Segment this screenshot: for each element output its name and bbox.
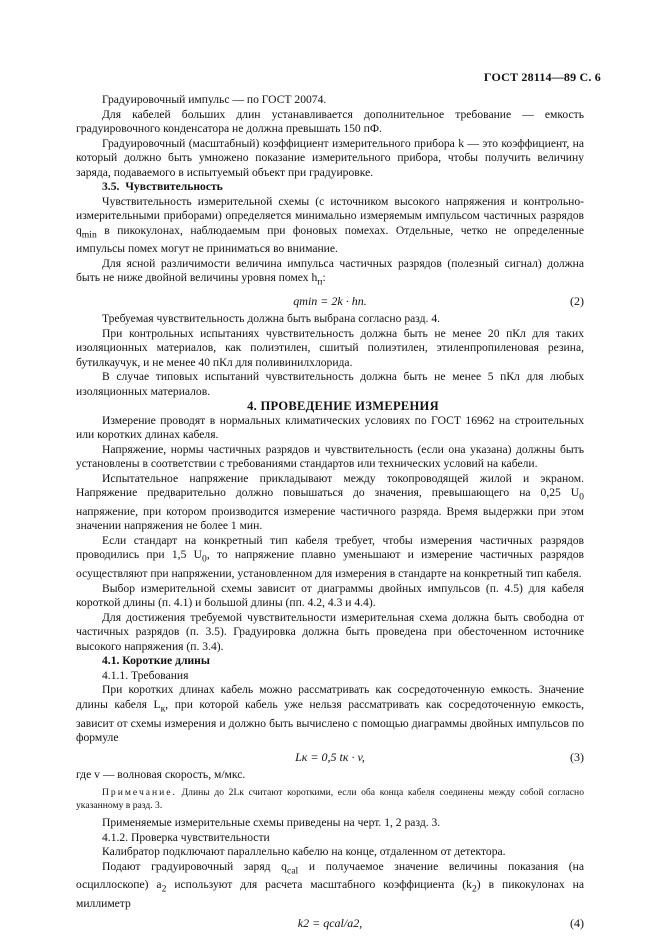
document-header: ГОСТ 28114—89 С. 6 xyxy=(483,70,601,84)
note-text: Длины до 2Lк считают короткими, если оба конца кабеля соединены между собой согласно указанному в разд. 3. xyxy=(76,787,584,812)
document-body xyxy=(76,93,584,934)
subsection-heading-4-1-2: 4.1.2. Проверка чувствительности xyxy=(102,830,270,844)
paragraph: Для достижения требуемой чувствительности измерительная схема должна быть свободна от частичных разрядов (п. 3.5). Градуировка должна быть проведена при обесточенном источнике высокого напряжения (п. 3.4). xyxy=(76,610,584,653)
paragraph: Градуировочный импульс — по ГОСТ 20074. xyxy=(102,93,327,106)
paragraph: Требуемая чувствительность должна быть выбрана согласно разд. 4. xyxy=(102,312,441,326)
section-heading-4-1: 4.1. Короткие длины xyxy=(102,654,210,668)
section-number: 3.5. xyxy=(102,180,120,193)
paragraph: Подают градуировочный заряд $q_{cal}$ и получаемое значение величины показания (на осциллоскопе) $a_2$ используют для расчета масштабного коэффициента $(k_2)$ в пикокулонах на миллиметр xyxy=(76,859,584,911)
paragraph: Градуировочный (масштабный) коэффициент измерительного прибора k — это коэффициент, на который должно быть умножено показание измерительного прибора, чтобы получить величину заряда, подаваемого в испытуемый объект при градуировке. xyxy=(76,136,584,179)
formula-text: k2 = qcal/a2, xyxy=(297,915,363,930)
paragraph: Напряжение, нормы частичных разрядов и чувствительность (если она указана) должны быть установлены в соответствии с требованиями стандартов или технических условий на кабели. xyxy=(76,442,584,471)
formula-number: (4) xyxy=(570,915,584,930)
paragraph: Для кабелей больших длин устанавливается дополнительное требование — емкость градуировочного конденсатора не должна превышать 150 пФ. xyxy=(76,107,584,135)
paragraph: где v — волновая скорость, м/мкс. xyxy=(76,767,246,781)
paragraph: Выбор измерительной схемы зависит от диаграммы двойных импульсов (п. 4.5) для кабеля короткой длины (п. 4.1) и большой длины (пп. 4.2, 4.3 и 4.4). xyxy=(76,581,584,610)
paragraph: В случае типовых испытаний чувствительность должна быть не менее 5 пКл для любых изоляционных материалов. xyxy=(76,370,584,398)
formula-text: Lк = 0,5 tк · v, xyxy=(295,749,365,764)
note-label: Примечание. xyxy=(102,787,177,799)
paragraph: Измерение проводят в нормальных климатических условиях по ГОСТ 16962 на строительных или коротких длинах кабеля. xyxy=(76,413,584,442)
formula-4 xyxy=(76,912,584,934)
note xyxy=(76,786,584,812)
formula-number: (2) xyxy=(570,294,584,309)
formula-number: (3) xyxy=(570,749,584,764)
paragraph: При контрольных испытаниях чувствительность должна быть не менее 20 пКл для таких изоляционных материалов, как полиэтилен, сшитый полиэтилен, этиленпропиленовая резина, бутилкаучук, и не менее 40 пКл для поливинилхлорида. xyxy=(76,326,584,369)
formula-text: qmin = 2k · hп. xyxy=(293,294,367,309)
paragraph: Применяемые измерительные схемы приведены на черт. 1, 2 разд. 3. xyxy=(102,816,441,830)
paragraph: Испытательное напряжение прикладывают между токопроводящей жилой и экраном. Напряжение предварительно должно повышаться до значения, превышающего на 0,25 $U_0$ напряжение, при котором производится измерение частичного разряда. Время выдержки при этом значении напряжения не более 1 мин. xyxy=(76,471,584,533)
section-heading-3-5 xyxy=(76,180,584,195)
formula-2 xyxy=(76,290,584,312)
section-title-4: 4. ПРОВЕДЕНИЕ ИЗМЕРЕНИЯ xyxy=(247,399,439,414)
paragraph: При коротких длинах кабель можно рассматривать как сосредоточенную емкость. Значение длины кабеля $L_к$, при которой кабель уже нельзя рассматривать как сосредоточенную емкость, зависит от схемы измерения и должно быть вычислено с помощью диаграммы двойных импульсов по формуле xyxy=(76,683,584,745)
subsection-heading-4-1-1: 4.1.1. Требования xyxy=(102,668,189,682)
paragraph: Для ясной различимости величина импульса частичных разрядов (полезный сигнал) должна быть не ниже двойной величины уровня помех $h_п$: xyxy=(76,256,584,288)
paragraph: Чувствительность измерительной схемы (с источником высокого напряжения и контрольно-измерительными приборами) определяется минимально измеряемым импульсом частичных разрядов $q_{min}$ в пикокулонах, наблюдаемым при фоновых помехах. Отдельные, четко не определенные импульсы помех могут не приниматься во внимание. xyxy=(76,194,584,256)
formula-3 xyxy=(76,746,584,768)
paragraph: Калибратор подключают параллельно кабелю на конце, отдаленном от детектора. xyxy=(102,845,506,859)
paragraph: Если стандарт на конкретный тип кабеля требует, чтобы измерения частичных разрядов проводились при 1,5 $U_0$, то напряжение плавно уменьшают и измерение частичных разрядов осуществляют при напряжении, установленном для измерения в стандарте на конкретный тип кабеля. xyxy=(76,533,585,581)
section-title: Чувствительность xyxy=(125,180,223,193)
